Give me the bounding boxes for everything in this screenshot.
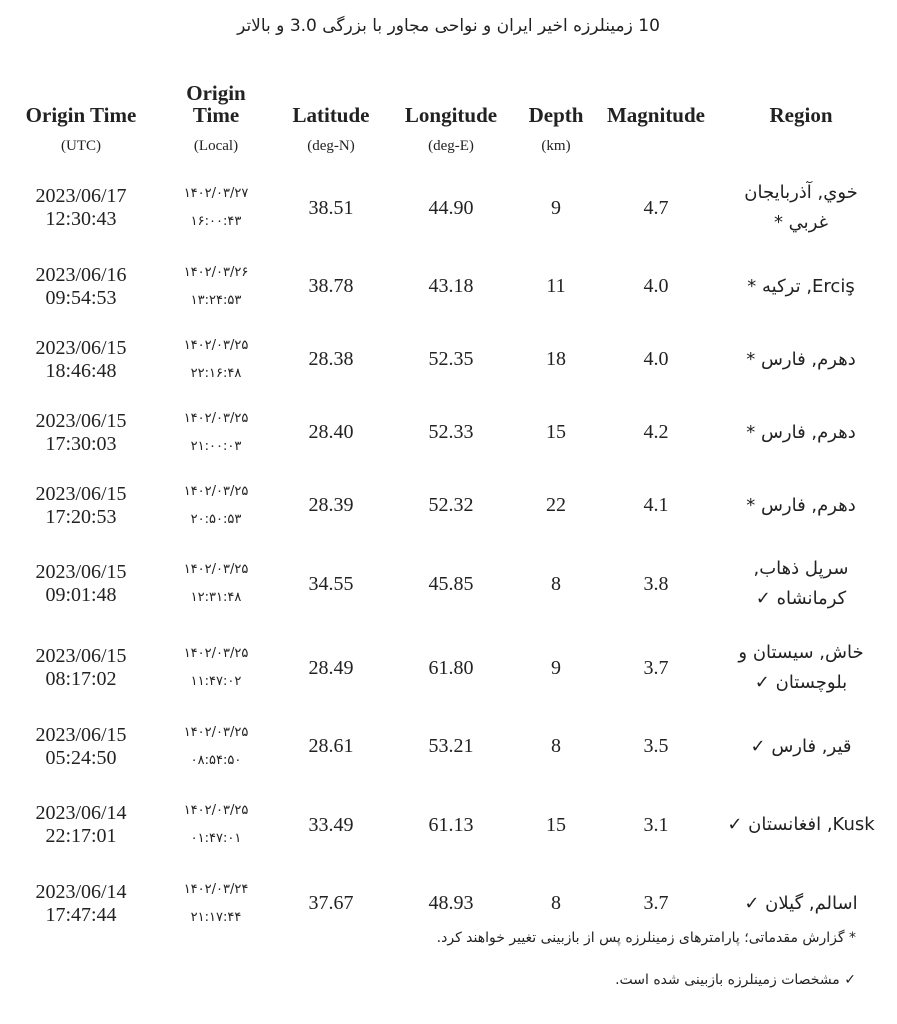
table-row bbox=[6, 626, 886, 710]
region-text: خاش, سیستان و بلوچستان ✓ bbox=[738, 642, 864, 693]
magnitude-cell: 4.7 bbox=[643, 196, 669, 219]
header-local bbox=[156, 74, 276, 126]
utc-cell bbox=[6, 542, 156, 626]
local-cell bbox=[156, 166, 276, 250]
longitude-cell: 45.85 bbox=[428, 572, 474, 595]
utc-time: 17:20:53 bbox=[45, 505, 117, 528]
local-time: ۱۱:۴۷:۰۲ bbox=[190, 674, 242, 689]
local-date: ۱۴۰۲/۰۳/۲۵ bbox=[183, 483, 249, 499]
page-title: 10 زمینلرزه اخیر ایران و نواحی مجاور با بزرگی 3.0 و بالاتر bbox=[237, 16, 660, 36]
region-cell bbox=[716, 710, 886, 783]
utc-cell bbox=[6, 323, 156, 396]
latitude-cell: 28.38 bbox=[308, 348, 354, 370]
region-text: دهرم, فارس * bbox=[746, 421, 856, 443]
local-time: ۲۲:۱۶:۴۸ bbox=[190, 365, 242, 381]
latitude-cell: 37.67 bbox=[308, 892, 354, 914]
magnitude-cell: 3.1 bbox=[643, 813, 669, 836]
magnitude-cell: 4.2 bbox=[643, 421, 669, 443]
region-text: اسالم, گیلان ✓ bbox=[744, 892, 858, 914]
utc-time: 17:47:44 bbox=[45, 903, 117, 926]
region-cell bbox=[716, 323, 886, 396]
depth-cell: 8 bbox=[551, 735, 561, 757]
header-magnitude: Magnitude bbox=[606, 103, 705, 127]
longitude-cell: 61.80 bbox=[428, 656, 474, 679]
latitude-cell: 28.40 bbox=[308, 421, 354, 443]
region-text: Kusk, افغانستان ✓ bbox=[727, 814, 875, 835]
local-date: ۱۴۰۲/۰۳/۲۶ bbox=[183, 264, 249, 280]
utc-date: 2023/06/15 bbox=[35, 336, 127, 359]
region-text: خوي, آذربايجان غربي * bbox=[744, 182, 858, 233]
local-cell bbox=[156, 542, 276, 626]
magnitude-cell: 3.8 bbox=[643, 572, 669, 595]
unit-longitude: (deg-E) bbox=[428, 137, 474, 154]
longitude-cell: 44.90 bbox=[428, 196, 474, 219]
magnitude-cell: 4.1 bbox=[643, 494, 669, 516]
longitude-cell: 52.35 bbox=[428, 348, 474, 370]
utc-time: 09:54:53 bbox=[45, 286, 117, 309]
header-region: Region bbox=[769, 103, 833, 127]
latitude-cell: 34.55 bbox=[308, 572, 354, 595]
utc-date: 2023/06/15 bbox=[35, 409, 127, 432]
local-cell bbox=[156, 250, 276, 323]
depth-cell: 15 bbox=[546, 813, 566, 836]
table-row bbox=[6, 469, 886, 542]
earthquake-table bbox=[6, 74, 886, 940]
table-row bbox=[6, 250, 886, 323]
longitude-cell: 52.32 bbox=[428, 494, 474, 516]
header-utc: Origin Time bbox=[25, 103, 137, 127]
utc-date: 2023/06/14 bbox=[35, 802, 127, 824]
latitude-cell: 38.51 bbox=[308, 196, 354, 219]
local-time: ۱۶:۰۰:۴۳ bbox=[190, 214, 242, 229]
region-cell bbox=[716, 396, 886, 469]
local-time: ۰۱:۴۷:۰۱ bbox=[190, 831, 242, 846]
utc-cell bbox=[6, 166, 156, 250]
utc-time: 12:30:43 bbox=[45, 208, 117, 230]
local-date: ۱۴۰۲/۰۳/۲۴ bbox=[183, 881, 249, 897]
magnitude-cell: 3.7 bbox=[643, 892, 669, 914]
region-cell bbox=[716, 469, 886, 542]
region-cell bbox=[716, 626, 886, 710]
longitude-cell: 48.93 bbox=[428, 892, 474, 914]
utc-date: 2023/06/15 bbox=[35, 482, 127, 505]
depth-cell: 9 bbox=[551, 656, 561, 679]
unit-row bbox=[6, 126, 886, 166]
unit-magnitude bbox=[596, 126, 716, 166]
utc-date: 2023/06/15 bbox=[35, 645, 127, 667]
local-cell bbox=[156, 710, 276, 783]
depth-cell: 11 bbox=[546, 275, 566, 297]
magnitude-cell: 3.5 bbox=[643, 735, 669, 757]
region-cell bbox=[716, 250, 886, 323]
local-time: ۲۱:۱۷:۴۴ bbox=[190, 909, 242, 925]
depth-cell: 8 bbox=[551, 572, 561, 595]
table-row bbox=[6, 710, 886, 783]
local-date: ۱۴۰۲/۰۳/۲۵ bbox=[183, 410, 249, 426]
table-row bbox=[6, 166, 886, 250]
local-cell bbox=[156, 469, 276, 542]
unit-local: (Local) bbox=[193, 137, 239, 154]
note-reviewed: ✓ مشخصات زمینلرزه بازبینی شده است. bbox=[615, 972, 856, 988]
local-date: ۱۴۰۲/۰۳/۲۵ bbox=[183, 803, 249, 818]
local-time: ۱۲:۳۱:۴۸ bbox=[190, 590, 242, 605]
region-cell bbox=[716, 783, 886, 867]
utc-time: 17:30:03 bbox=[45, 432, 117, 455]
local-cell bbox=[156, 783, 276, 867]
region-text: دهرم, فارس * bbox=[746, 348, 856, 370]
utc-date: 2023/06/15 bbox=[35, 561, 127, 583]
local-cell bbox=[156, 323, 276, 396]
latitude-cell: 28.61 bbox=[308, 735, 354, 757]
note-preliminary: * گزارش مقدماتی؛ پارامترهای زمینلرزه پس از بازبینی تغییر خواهند کرد. bbox=[436, 930, 856, 946]
utc-date: 2023/06/16 bbox=[35, 263, 127, 286]
table-row bbox=[6, 783, 886, 867]
header-latitude: Latitude bbox=[292, 103, 370, 127]
table-row bbox=[6, 396, 886, 469]
region-text: دهرم, فارس * bbox=[746, 494, 856, 516]
region-text: Erciş, ترکیه * bbox=[747, 275, 855, 297]
utc-cell bbox=[6, 250, 156, 323]
latitude-cell: 28.49 bbox=[308, 656, 354, 679]
header-longitude: Longitude bbox=[404, 103, 498, 127]
local-date: ۱۴۰۲/۰۳/۲۵ bbox=[183, 724, 249, 740]
latitude-cell: 33.49 bbox=[308, 813, 354, 836]
utc-cell bbox=[6, 626, 156, 710]
unit-region bbox=[716, 126, 886, 166]
region-cell bbox=[716, 542, 886, 626]
utc-cell bbox=[6, 783, 156, 867]
local-cell bbox=[156, 396, 276, 469]
utc-cell bbox=[6, 710, 156, 783]
longitude-cell: 52.33 bbox=[428, 421, 474, 443]
latitude-cell: 38.78 bbox=[308, 275, 354, 297]
table-row bbox=[6, 323, 886, 396]
unit-depth: (km) bbox=[541, 137, 571, 154]
longitude-cell: 43.18 bbox=[428, 275, 474, 297]
depth-cell: 9 bbox=[551, 196, 561, 219]
utc-date: 2023/06/15 bbox=[35, 723, 127, 746]
local-cell bbox=[156, 626, 276, 710]
magnitude-cell: 3.7 bbox=[643, 656, 669, 679]
header-local-label: Origin Time bbox=[186, 81, 246, 127]
longitude-cell: 61.13 bbox=[428, 813, 474, 836]
utc-date: 2023/06/17 bbox=[35, 185, 127, 207]
local-date: ۱۴۰۲/۰۳/۲۵ bbox=[183, 337, 249, 353]
utc-date: 2023/06/14 bbox=[35, 880, 127, 903]
utc-time: 05:24:50 bbox=[45, 746, 117, 769]
local-time: ۲۱:۰۰:۰۳ bbox=[190, 438, 242, 454]
unit-utc: (UTC) bbox=[61, 137, 101, 154]
utc-time: 18:46:48 bbox=[45, 359, 117, 382]
utc-time: 22:17:01 bbox=[45, 825, 117, 847]
local-time: ۲۰:۵۰:۵۳ bbox=[190, 511, 242, 527]
local-time: ۰۸:۵۴:۵۰ bbox=[190, 752, 242, 768]
depth-cell: 8 bbox=[551, 892, 561, 914]
utc-cell bbox=[6, 469, 156, 542]
utc-time: 08:17:02 bbox=[45, 668, 117, 690]
local-date: ۱۴۰۲/۰۳/۲۷ bbox=[183, 186, 249, 201]
longitude-cell: 53.21 bbox=[428, 735, 474, 757]
depth-cell: 15 bbox=[546, 421, 566, 443]
header-depth: Depth bbox=[528, 103, 584, 127]
depth-cell: 22 bbox=[546, 494, 566, 516]
utc-cell bbox=[6, 396, 156, 469]
depth-cell: 18 bbox=[546, 348, 566, 370]
unit-latitude: (deg-N) bbox=[307, 137, 355, 154]
local-date: ۱۴۰۲/۰۳/۲۵ bbox=[183, 562, 249, 577]
table-row bbox=[6, 542, 886, 626]
magnitude-cell: 4.0 bbox=[643, 275, 669, 297]
utc-time: 09:01:48 bbox=[45, 584, 117, 606]
region-text: قیر, فارس ✓ bbox=[750, 735, 852, 757]
region-cell bbox=[716, 166, 886, 250]
magnitude-cell: 4.0 bbox=[643, 348, 669, 370]
header-row bbox=[6, 74, 886, 126]
local-time: ۱۳:۲۴:۵۳ bbox=[190, 292, 242, 308]
latitude-cell: 28.39 bbox=[308, 494, 354, 516]
region-text: سرپل ذهاب, کرمانشاه ✓ bbox=[753, 558, 849, 609]
local-date: ۱۴۰۲/۰۳/۲۵ bbox=[183, 646, 249, 661]
